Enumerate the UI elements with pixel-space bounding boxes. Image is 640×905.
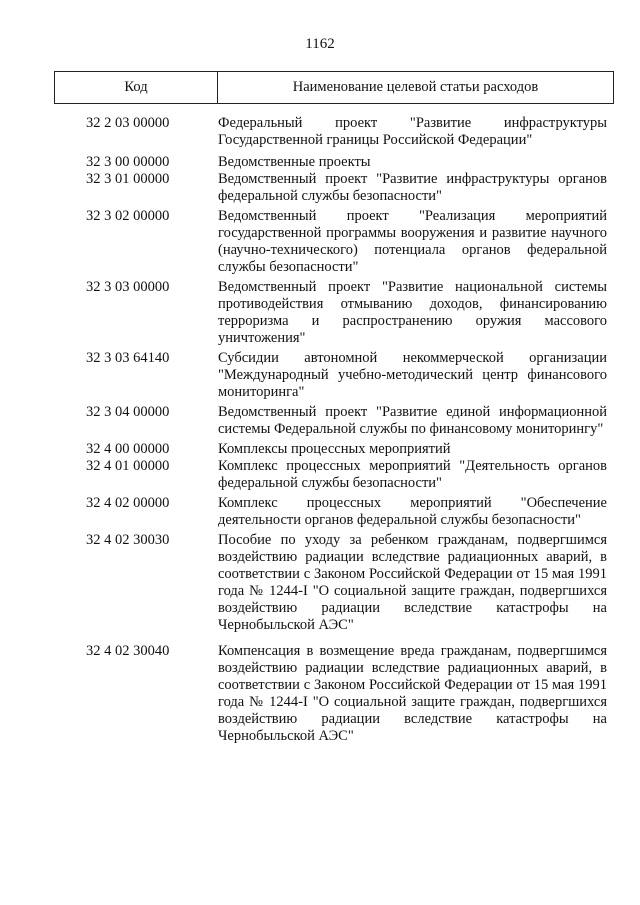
row-code: 32 4 02 00000 xyxy=(86,495,170,511)
table-row xyxy=(0,458,640,492)
row-code: 32 3 01 00000 xyxy=(86,171,170,187)
table-row xyxy=(0,208,640,276)
table-row xyxy=(0,115,640,149)
row-name: Пособие по уходу за ребенком гражданам, подвергшимся воздействию радиации вследствие радиационных аварий, в соответствии с Законом Российской Федерации от 15 мая 1991 года № 1244-I "О социальной защите граждан, подвергшихся воздействию радиации вследствие катастрофы на Чернобыльской АЭС" xyxy=(218,532,607,633)
row-name: Ведомственный проект "Развитие инфраструктуры органов федеральной службы безопасности" xyxy=(218,171,607,204)
row-code: 32 3 04 00000 xyxy=(86,404,170,420)
row-name: Субсидии автономной некоммерческой организации "Международный учебно-методический центр финансового мониторинга" xyxy=(218,350,607,400)
row-code: 32 2 03 00000 xyxy=(86,115,170,131)
row-code: 32 3 03 64140 xyxy=(86,350,170,366)
row-name: Комплекс процессных мероприятий "Обеспечение деятельности органов федеральной службы безопасности" xyxy=(218,495,607,528)
row-code: 32 4 02 30040 xyxy=(86,643,170,659)
row-name: Компенсация в возмещение вреда гражданам, подвергшимся воздействию радиации вследствие радиационных аварий, в соответствии с Законом Российской Федерации от 15 мая 1991 года № 1244-I "О социальной защите граждан, подвергшихся воздействию радиации вследствие катастрофы на Чернобыльской АЭС" xyxy=(218,643,607,744)
row-name: Федеральный проект "Развитие инфраструктуры Государственной границы Российской Федерации" xyxy=(218,115,607,148)
table-row xyxy=(0,279,640,347)
table-row xyxy=(0,171,640,205)
row-name: Ведомственный проект "Реализация мероприятий государственной программы вооружения и развитие научного (научно-технического) потенциала органов федеральной службы безопасности" xyxy=(218,208,607,275)
table-row xyxy=(0,441,640,458)
row-code: 32 4 01 00000 xyxy=(86,458,170,474)
header-code: Код xyxy=(55,72,218,103)
row-code: 32 3 00 00000 xyxy=(86,154,170,170)
table-body xyxy=(0,115,640,745)
table-row xyxy=(0,404,640,438)
row-code: 32 3 03 00000 xyxy=(86,279,170,295)
table-header xyxy=(54,71,614,104)
table-row xyxy=(0,532,640,634)
table-row xyxy=(0,154,640,171)
header-name: Наименование целевой статьи расходов xyxy=(292,79,539,95)
row-code: 32 4 00 00000 xyxy=(86,441,170,457)
table-row xyxy=(0,643,640,745)
row-code: 32 3 02 00000 xyxy=(86,208,170,224)
page-number: 1162 xyxy=(305,36,335,52)
row-code: 32 4 02 30030 xyxy=(86,532,170,548)
row-name: Комплексы процессных мероприятий xyxy=(218,441,451,457)
row-name: Ведомственные проекты xyxy=(218,154,371,170)
row-name: Ведомственный проект "Развитие национальной системы противодействия отмыванию доходов, финансированию терроризма и распространению оружия массового уничтожения" xyxy=(218,279,607,346)
table-row xyxy=(0,495,640,529)
row-name: Ведомственный проект "Развитие единой информационной системы Федеральной службы по финансовому мониторингу" xyxy=(218,404,607,437)
table-row xyxy=(0,350,640,401)
row-name: Комплекс процессных мероприятий "Деятельность органов федеральной службы безопасности" xyxy=(218,458,607,491)
